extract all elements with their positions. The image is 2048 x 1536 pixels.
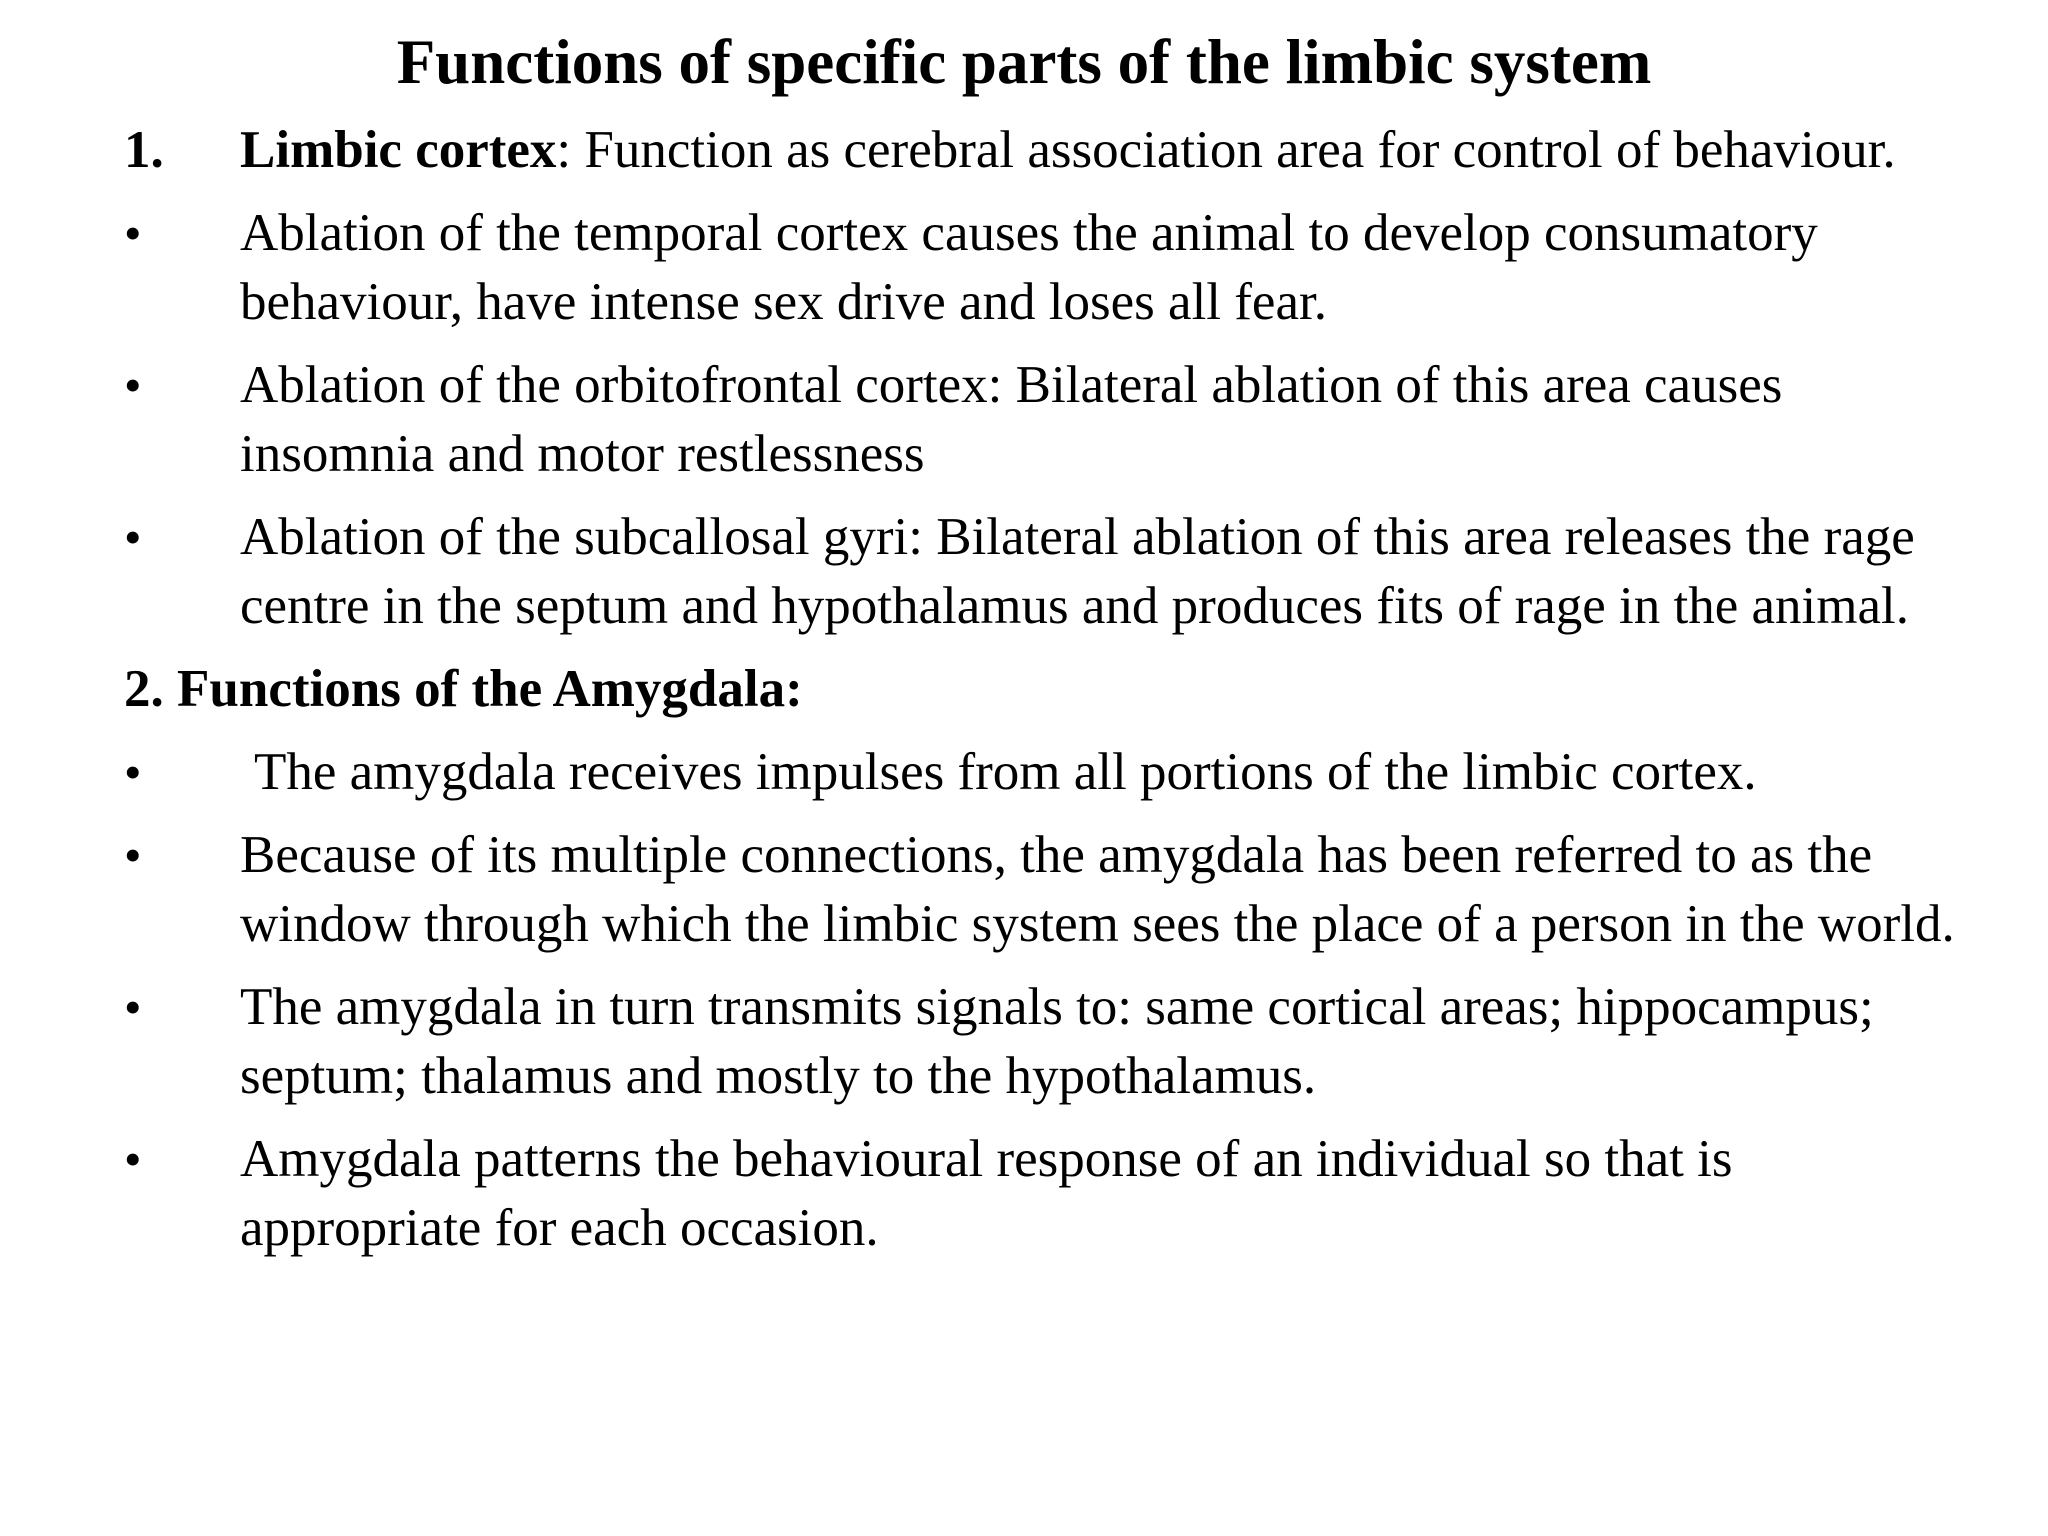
item-text [240,116,1984,185]
bullet-item [124,503,1984,641]
item-number: 1. [124,121,164,179]
bullet-text: Ablation of the orbitofrontal cortex: Bilateral ablation of this area causes insomnia and motor restlessness [240,356,1783,483]
item-description: : Function as cerebral association area for control of behaviour. [556,121,1896,179]
bullet-text: Ablation of the temporal cortex causes the animal to develop consumatory behaviour, have intense sex drive and loses all fear. [240,204,1818,331]
bullet-text: The amygdala receives impulses from all portions of the limbic cortex. [254,743,1757,801]
bullet-item [124,973,1984,1111]
bullet-icon: • [124,205,142,261]
section-heading-amygdala: 2. Functions of the Amygdala: [124,660,803,718]
bullet-icon: • [124,979,142,1035]
bullet-text: Because of its multiple connections, the amygdala has been referred to as the window through which the limbic system sees the place of a person in the world. [240,826,1955,953]
numbered-item-1 [124,116,1984,185]
bullet-icon: • [124,509,142,565]
bullet-text: Amygdala patterns the behavioural response of an individual so that is appropriate for each occasion. [240,1130,1733,1257]
item-lead-term: Limbic cortex [240,121,557,179]
bullet-icon: • [124,827,142,883]
bullet-item [124,351,1984,489]
bullet-icon: • [124,357,142,413]
slide-content [124,116,1984,1277]
bullet-item [124,821,1984,959]
bullet-icon: • [124,744,142,800]
bullet-text: The amygdala in turn transmits signals to: same cortical areas; hippocampus; septum; thalamus and mostly to the hypothalamus. [240,978,1874,1105]
bullet-text: Ablation of the subcallosal gyri: Bilateral ablation of this area releases the rage centre in the septum and hypothalamus and produces fits of rage in the animal. [240,508,1915,635]
bullet-item [124,1125,1984,1263]
bullet-icon: • [124,1131,142,1187]
bullet-item [124,199,1984,337]
bullet-item [124,738,1984,807]
slide-title: Functions of specific parts of the limbic system [396,27,1652,97]
